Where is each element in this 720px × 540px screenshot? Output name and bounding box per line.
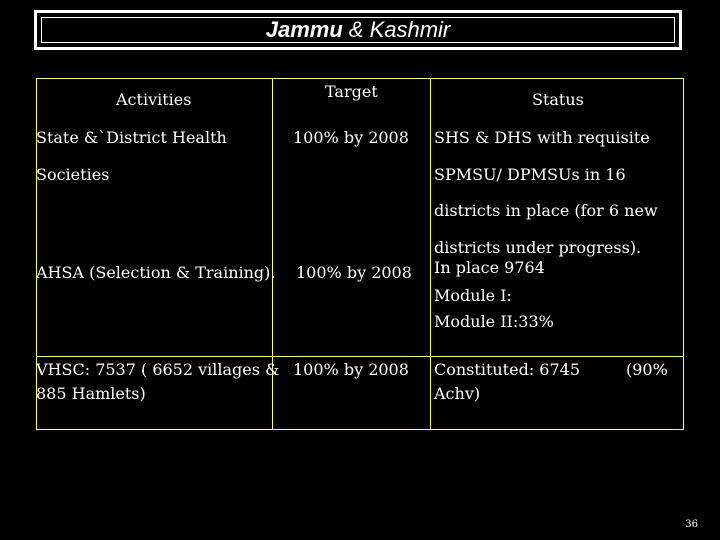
row1-status-line3: districts in place (for 6 new [434, 201, 658, 220]
title-box [34, 10, 682, 50]
row3-status-line2: (90% [626, 360, 668, 379]
row1-status-line1: SHS & DHS with requisite [434, 128, 650, 147]
header-target: Target [325, 82, 378, 101]
title-main: Jammu [265, 17, 343, 42]
row1-activity-line1: State &`District Health [36, 128, 227, 147]
row3-activity-line1: VHSC: 7537 ( 6652 villages & [36, 360, 280, 379]
row2-status-line2: Module I: [434, 286, 512, 305]
row1-status-line2: SPMSU/ DPMSUs in 16 [434, 165, 626, 184]
table-row-divider [36, 356, 684, 357]
header-status: Status [532, 90, 584, 109]
row1-target: 100% by 2008 [293, 128, 409, 147]
row3-status-line1: Constituted: 6745 [434, 360, 581, 379]
title-amp: & Kashmir [348, 17, 451, 42]
row1-activity-line2: Societies [36, 165, 110, 184]
table-divider [430, 78, 431, 430]
page-title [41, 17, 675, 43]
row2-target: 100% by 2008 [296, 263, 412, 282]
row2-status-line3: Module II:33% [434, 312, 554, 331]
slide-number: 36 [685, 519, 698, 530]
row1-status-line4: districts under progress). [434, 238, 642, 257]
row3-status-line3: Achv) [434, 384, 481, 403]
header-activities: Activities [116, 90, 192, 109]
row2-status-line1: In place 9764 [434, 258, 545, 277]
row2-activity: AHSA (Selection & Training). [36, 263, 276, 282]
row3-activity-line2: 885 Hamlets) [36, 384, 146, 403]
row3-target: 100% by 2008 [293, 360, 409, 379]
